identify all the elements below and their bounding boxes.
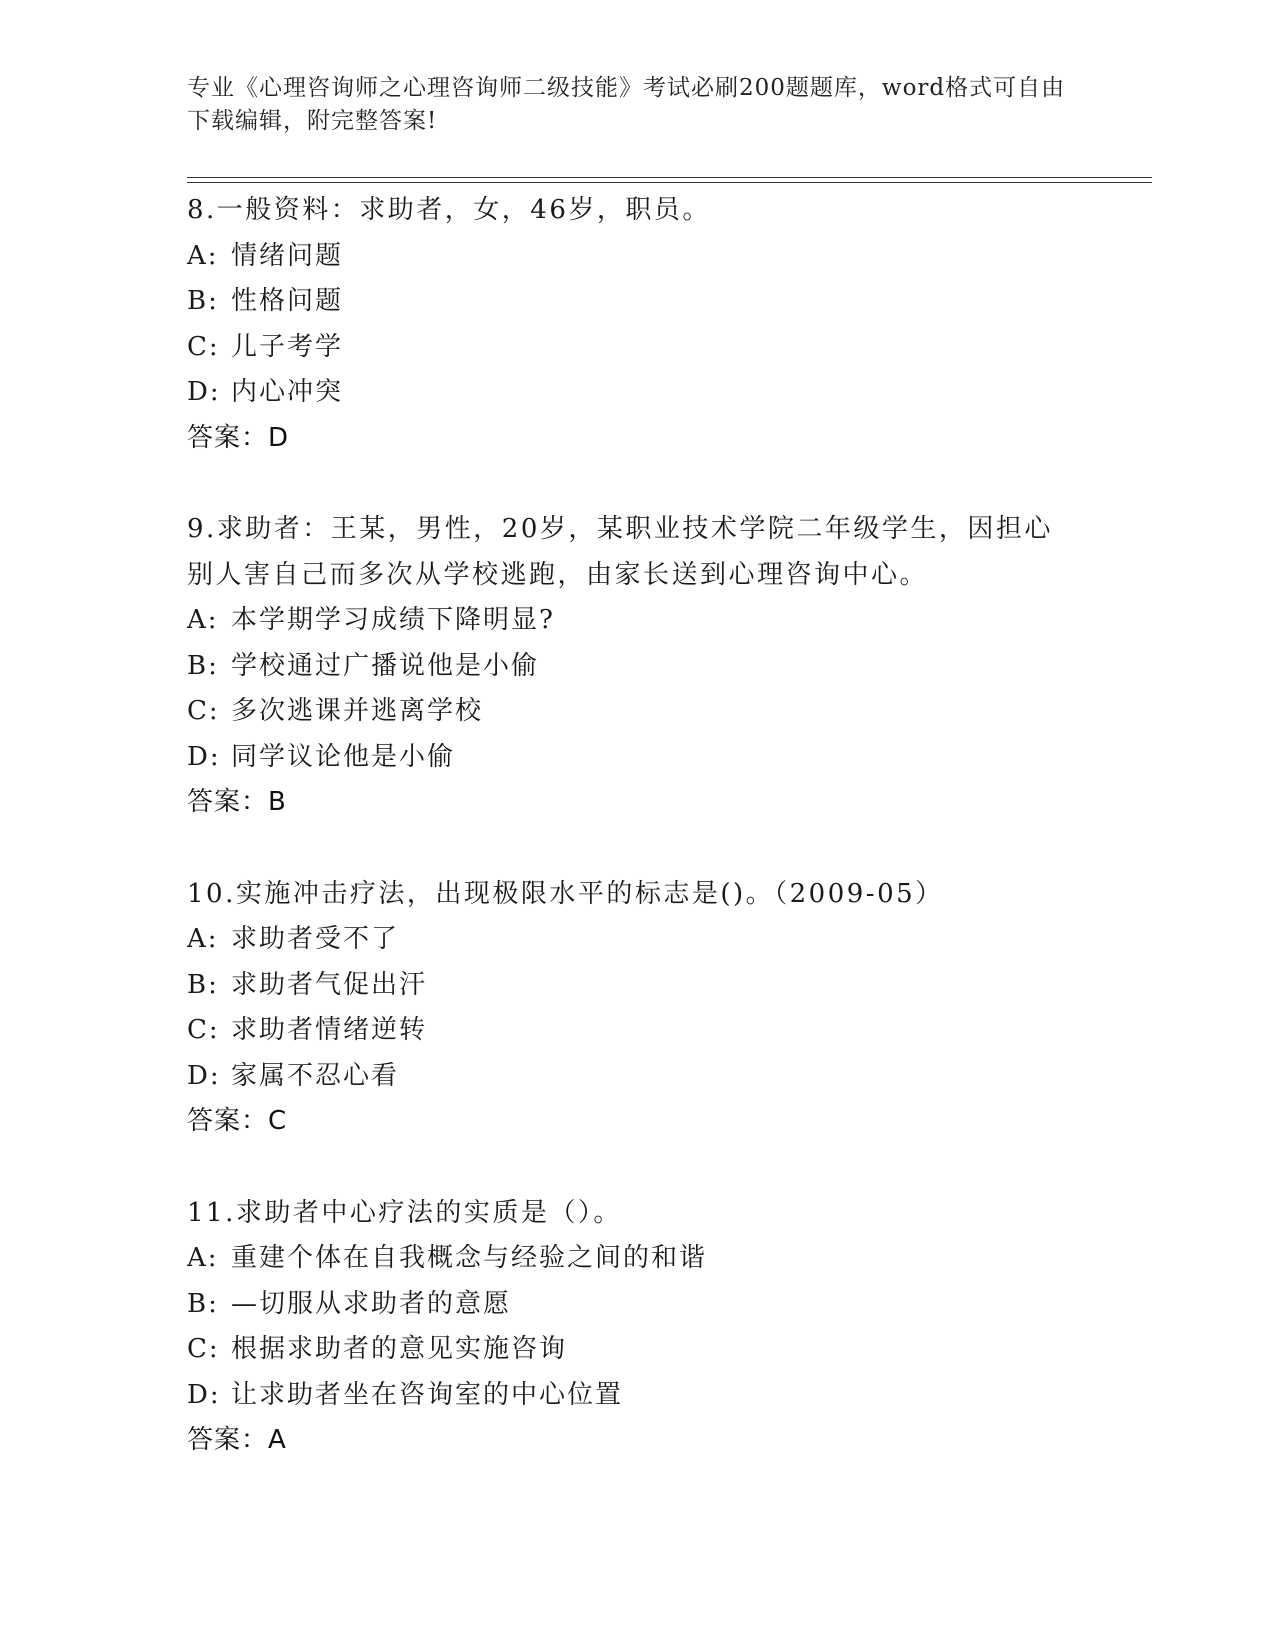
option-text: 让求助者坐在咨询室的中心位置 xyxy=(231,1379,624,1410)
option-d xyxy=(187,735,1087,781)
option-text: 性格问题 xyxy=(231,286,344,316)
option-label: A: xyxy=(187,605,219,635)
option-b xyxy=(187,1282,1087,1328)
option-text: 求助者情绪逆转 xyxy=(231,1015,428,1045)
option-text: 儿子考学 xyxy=(231,331,344,362)
option-c xyxy=(187,689,1087,735)
option-text: 同学议论他是小偷 xyxy=(231,741,456,772)
option-c xyxy=(187,1008,1087,1054)
option-c xyxy=(187,325,1087,371)
option-label: C: xyxy=(187,1015,220,1045)
option-text: 根据求助者的意见实施咨询 xyxy=(231,1334,568,1364)
question-stem: 9.求助者：王某，男性，20岁，某职业技术学院二年级学生，因担心别人害自己而多次从学校逃跑，由家长送到心理咨询中心。 xyxy=(187,514,1053,590)
option-d xyxy=(187,370,1087,416)
header-rule-top xyxy=(187,177,1152,178)
option-text: 求助者受不了 xyxy=(231,924,400,954)
option-text: 本学期学习成绩下降明显? xyxy=(231,605,555,635)
option-text: 情绪问题 xyxy=(231,240,344,271)
option-text: 学校通过广播说他是小偷 xyxy=(231,650,540,681)
option-text: —切服从求助者的意愿 xyxy=(231,1288,512,1319)
option-text: 求助者气促出汗 xyxy=(231,969,428,1000)
option-label: A: xyxy=(187,924,219,954)
option-label: A: xyxy=(187,240,219,271)
answer-line: 答案：D xyxy=(187,422,290,453)
question-10 xyxy=(187,872,1087,1145)
question-8 xyxy=(187,188,1087,461)
option-label: B: xyxy=(187,650,219,681)
answer-line: 答案：B xyxy=(187,787,287,817)
question-11 xyxy=(187,1191,1087,1464)
option-d xyxy=(187,1373,1087,1419)
option-c xyxy=(187,1327,1087,1373)
option-a xyxy=(187,234,1087,280)
option-a xyxy=(187,917,1087,963)
option-label: C: xyxy=(187,1334,220,1364)
option-d xyxy=(187,1054,1087,1100)
option-label: A: xyxy=(187,1243,219,1273)
option-label: D: xyxy=(187,741,221,772)
header-rule-bottom xyxy=(187,182,1152,183)
question-9 xyxy=(187,507,1087,826)
option-label: B: xyxy=(187,1288,219,1319)
question-stem: 10.实施冲击疗法，出现极限水平的标志是()。（2009-05） xyxy=(187,878,944,909)
document-header: 专业《心理咨询师之心理咨询师二级技能》考试必刷200题题库，word格式可自由下载编辑，附完整答案! xyxy=(187,75,1066,134)
option-text: 多次逃课并逃离学校 xyxy=(231,696,484,726)
option-b xyxy=(187,279,1087,325)
option-a xyxy=(187,598,1087,644)
question-stem: 11.求助者中心疗法的实质是（）。 xyxy=(187,1197,622,1228)
option-label: D: xyxy=(187,1060,221,1091)
option-b xyxy=(187,644,1087,690)
option-label: B: xyxy=(187,969,219,1000)
option-a xyxy=(187,1236,1087,1282)
question-stem: 8.一般资料：求助者，女，46岁，职员。 xyxy=(187,195,711,225)
option-label: B: xyxy=(187,286,219,316)
option-text: 内心冲突 xyxy=(231,377,344,407)
option-text: 重建个体在自我概念与经验之间的和谐 xyxy=(231,1243,708,1273)
answer-line: 答案：C xyxy=(187,1106,288,1136)
question-list xyxy=(187,188,1087,1510)
option-label: C: xyxy=(187,331,220,362)
answer-line: 答案：A xyxy=(187,1425,287,1455)
option-b xyxy=(187,963,1087,1009)
option-label: D: xyxy=(187,377,221,407)
option-label: C: xyxy=(187,696,220,726)
option-label: D: xyxy=(187,1379,221,1410)
option-text: 家属不忍心看 xyxy=(231,1060,400,1091)
